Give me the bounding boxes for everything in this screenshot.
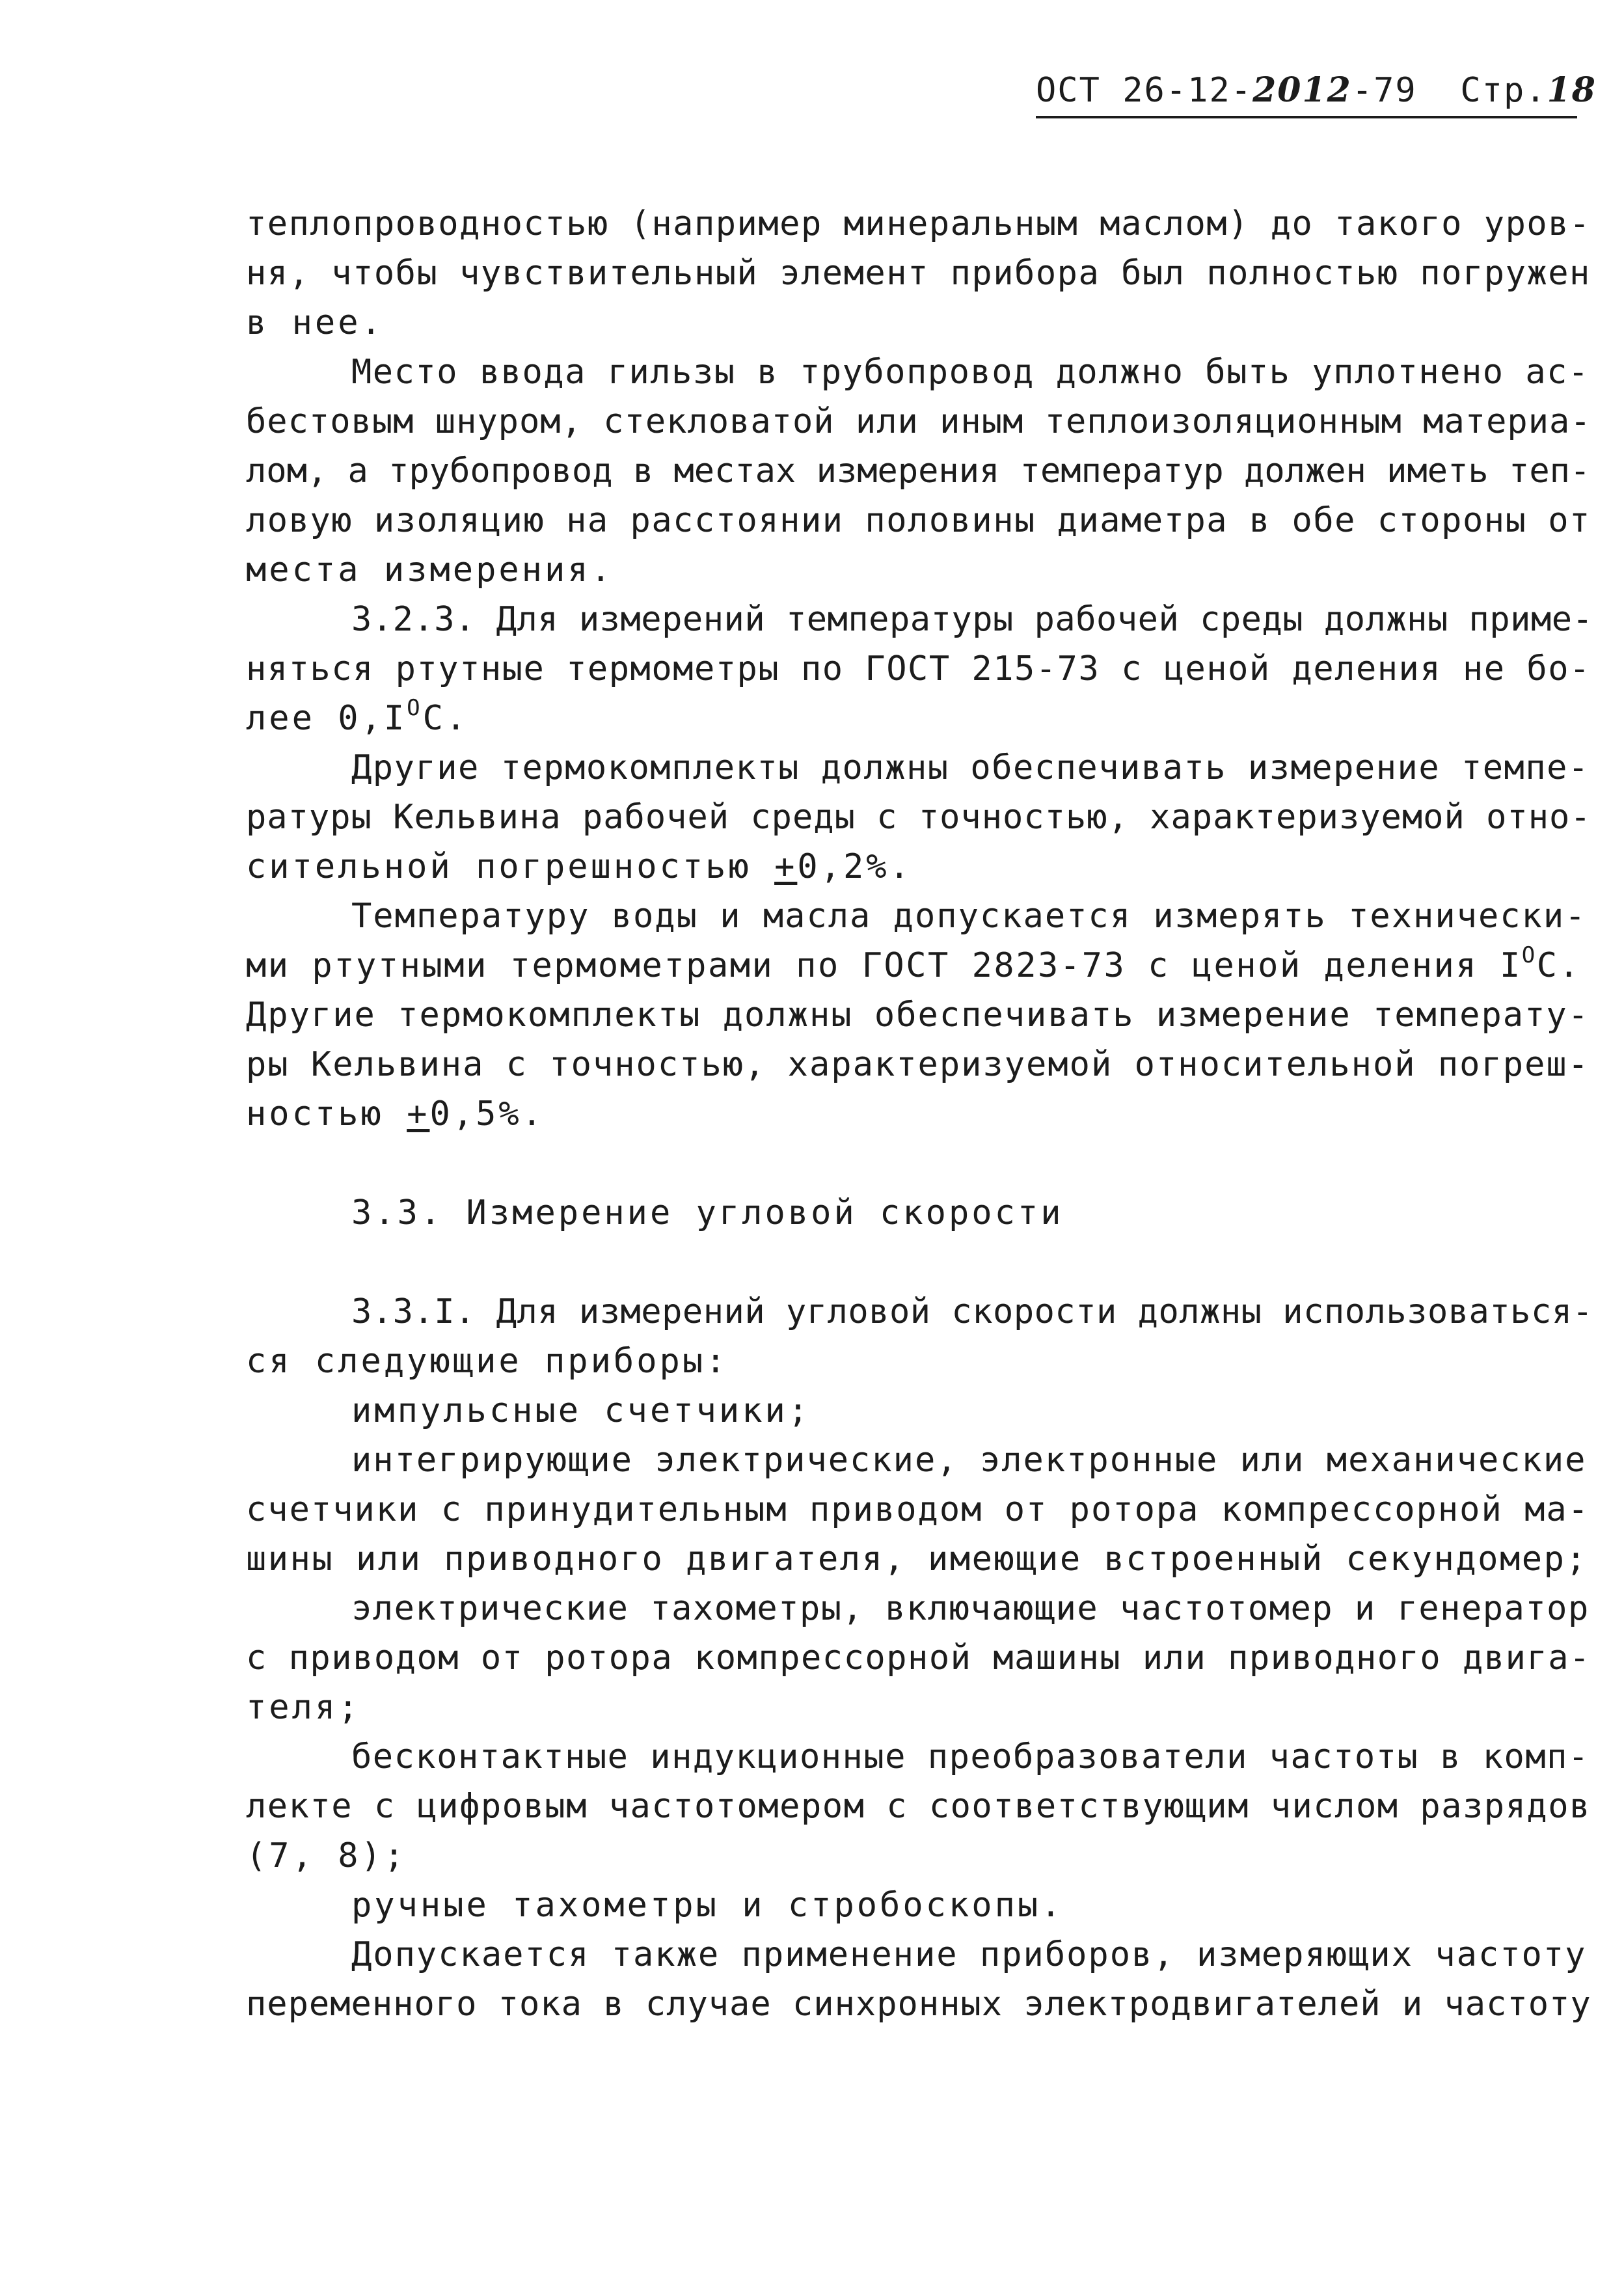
standard-code-year: -79 [1351, 71, 1417, 110]
degree-sign: O [407, 695, 423, 721]
text-line: ся следующие приборы: [246, 1342, 729, 1381]
text-line: шины или приводного двигателя, имеющие встроенный секундомер; [246, 1540, 1588, 1579]
text-line: сительной погрешностью +0,2%. [246, 847, 912, 886]
text-line: ловую изоляцию на расстоянии половины диаметра в обе стороны от [246, 501, 1591, 540]
text-line: ми ртутными термометрами по ГОСТ 2823-73 с ценой деления $I^OC$. [246, 942, 1581, 985]
text-line: переменного тока в случае синхронных электродвигателей и частоту [246, 1985, 1591, 2024]
list-item: ручные тахометры и стробоскопы. [351, 1886, 1064, 1925]
text-line: 3.3.I. Для измерений угловой скорости должны использоваться- [351, 1292, 1593, 1331]
text-line: счетчики с принудительным приводом от ротора компрессорной ма- [246, 1490, 1590, 1529]
standard-code: ОСТ 26-12- [1036, 71, 1253, 110]
text-line: лом, а трубопровод в местах измерения температур должен иметь теп- [246, 452, 1591, 491]
text-line: в нее. [246, 303, 384, 342]
text-line: Температуру воды и масла допускается измерять технически- [351, 897, 1587, 936]
text-line: лекте с цифровым частотомером с соответствующим числом разрядов [246, 1787, 1591, 1826]
text-line: Допускается также применение приборов, измеряющих частоту [351, 1935, 1587, 1974]
list-item: электрические тахометры, включающие частотомер и генератор [351, 1589, 1590, 1628]
list-item: бесконтактные индукционные преобразователи частоты в комп- [351, 1737, 1590, 1776]
section-heading: 3.3. Измерение угловой скорости [351, 1193, 1064, 1232]
text-line: теля; [246, 1688, 361, 1727]
text-line: Другие термокомплекты должны обеспечивать измерение температу- [246, 996, 1590, 1035]
text-line: с приводом от ротора компрессорной машины или приводного двига- [246, 1638, 1591, 1678]
degree-sign: O [1521, 942, 1537, 968]
text-line: Другие термокомплекты должны обеспечивать измерение темпе- [351, 748, 1590, 787]
plus-minus-sign: + [407, 1094, 430, 1134]
text-line: ры Кельвина с точностью, характеризуемой относительной погреш- [246, 1045, 1590, 1084]
text-line: Место ввода гильзы в трубопровод должно быть уплотнено ас- [351, 353, 1590, 392]
page-label: Стр. [1460, 71, 1547, 110]
text-line: места измерения. [246, 551, 614, 590]
text-line: ратуры Кельвина рабочей среды с точностью, характеризуемой отно- [246, 798, 1591, 837]
text-line: (7, 8); [246, 1836, 407, 1875]
list-item: импульсные счетчики; [351, 1391, 811, 1430]
plus-minus-sign: + [774, 847, 798, 886]
list-item: интегрирующие электрические, электронные или механические [351, 1441, 1587, 1480]
text-line: ня, чтобы чувствительный элемент прибора был полностью погружен [246, 254, 1591, 293]
page-number: 18 [1547, 70, 1597, 110]
standard-code-handwritten: 2012 [1252, 70, 1352, 110]
text-line: лее $0,I^OC$. [246, 695, 469, 738]
text-line: бестовым шнуром, стекловатой или иным теплоизоляционным материа- [246, 402, 1591, 441]
text-line: теплопроводностью (например минеральным маслом) до такого уров- [246, 204, 1591, 243]
text-line: ностью +0,5%. [246, 1094, 545, 1134]
text-line: 3.2.3. Для измерений температуры рабочей среды должны приме- [351, 600, 1593, 639]
text-line: няться ртутные термометры по ГОСТ 215-73 с ценой деления не бо- [246, 649, 1591, 688]
